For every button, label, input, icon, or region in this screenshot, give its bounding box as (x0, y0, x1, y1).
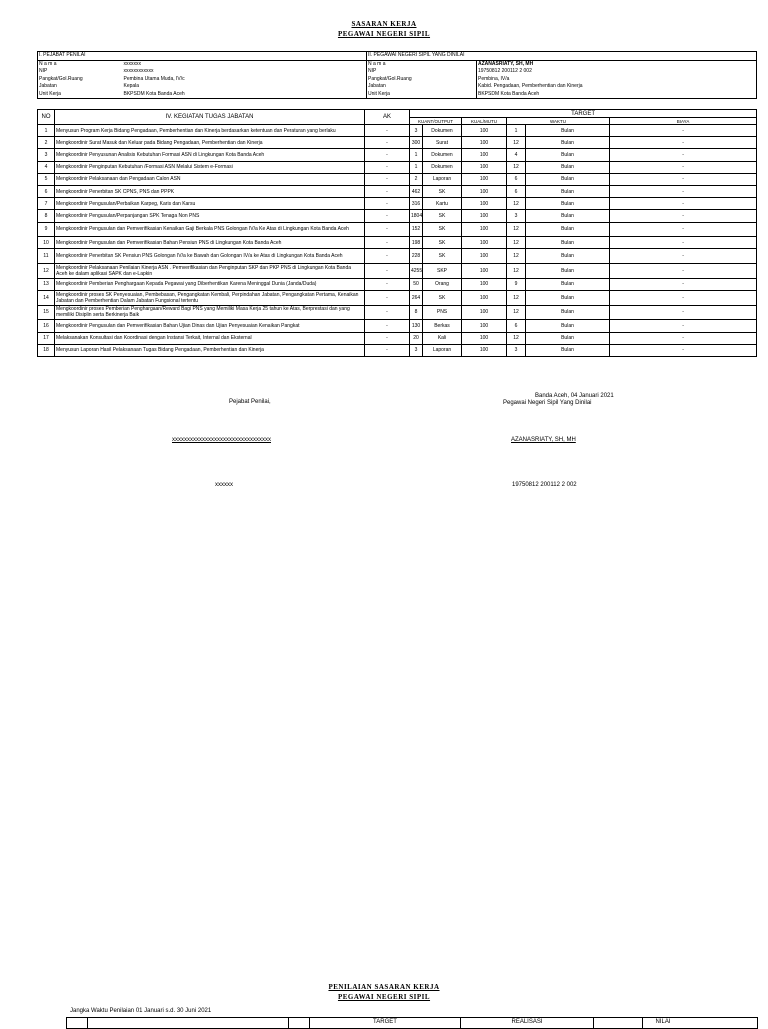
dinilai-sign-nip: 19750812 200112 2 002 (512, 482, 577, 488)
row-no: 2 (38, 137, 55, 149)
dinilai-label: Jabatan (368, 83, 386, 90)
table-row (38, 320, 757, 332)
row-activity: Mengkoordinir Pengusulan dan Pemverifikasian Kenaikan Gaji Berkala PNS Golongan IV/a Ke Atas di Lingkungan Kota Banda Aceh (55, 222, 365, 237)
row-activity: Mengkoordinir Surat Masuk dan Keluar pada Bidang Pengadaan, Pemberhentian dan Kinerja (55, 137, 365, 149)
row-activity: Mengkoordinir Pengusulan/Perpanjangan SPK Tenaga Non PNS (55, 210, 365, 222)
row-quality: 100 (462, 149, 507, 161)
row-quantity: 198 (410, 237, 423, 249)
row-activity: Menyusun Program Kerja Bidang Pengadaan, Pemberhentian dan Kinerja berdasarkan ketentuan dan Peraturan yang berlaku (55, 125, 365, 137)
row-ak: - (365, 149, 410, 161)
row-ak: - (365, 198, 410, 210)
row-quality: 100 (462, 332, 507, 344)
row-no: 4 (38, 161, 55, 173)
row-ak: - (365, 237, 410, 249)
penilai-sign-nip: xxxxxx (215, 482, 233, 488)
row-cost: - (610, 198, 757, 210)
penilai-sign-name: xxxxxxxxxxxxxxxxxxxxxxxxxxxxxxxxx (172, 437, 271, 443)
row-no: 10 (38, 237, 55, 249)
row-quality: 100 (462, 344, 507, 356)
row-unit: SK (423, 222, 462, 237)
penilai-label: Pangkat/Gol.Ruang (38, 76, 123, 84)
row-activity: Mengkoordinir proses SK Penyesuaian, Pembebasan, Pengangkatan Kembali, Perpindahan Jabatan, Pengangkatan Pertama, Kenaikan Jabatan dan Pemberhentian Dalam Jabatan Fungsional tertentu (55, 290, 365, 305)
row-cost: - (610, 237, 757, 249)
row-unit: SK (423, 237, 462, 249)
penilai-header: I. PEJABAT PENILAI (38, 52, 367, 61)
row-activity: Mengkoordinir proses Pemberian Penghargaan/Reward Bagi PNS yang Memiliki Masa Kerja 25 tahun ke Atas, Berprestasi dan yang memiliki Disiplin serta Berkinerja Baik (55, 305, 365, 320)
dinilai-sign-name: AZANASRIATY, SH, MH (511, 437, 576, 443)
table-row (38, 290, 757, 305)
row-ak: - (365, 210, 410, 222)
row-quantity: 228 (410, 249, 423, 264)
col-kegiatan: IV. KEGIATAN TUGAS JABATAN (55, 110, 365, 125)
row-activity: Menyusun Laporan Hasil Pelaksanaan Tugas Bidang Pengadaan, Pemberhentian dan Kinerja (55, 344, 365, 356)
row-time: 1 (507, 125, 526, 137)
page2-col-target: TARGET (310, 1018, 461, 1028)
col-ak: AK (365, 110, 410, 125)
row-unit: Laporan (423, 173, 462, 185)
row-time: 9 (507, 278, 526, 290)
table-row (38, 222, 757, 237)
row-quality: 100 (462, 237, 507, 249)
row-time: 12 (507, 332, 526, 344)
table-row (38, 185, 757, 197)
penilai-label: Jabatan (38, 83, 123, 91)
col-kuant: KUANT/OUTPUT (410, 118, 462, 125)
row-no: 18 (38, 344, 55, 356)
row-no: 12 (38, 264, 55, 279)
row-no: 5 (38, 173, 55, 185)
row-cost: - (610, 185, 757, 197)
row-activity: Mengkoordinir Pelaksanaan Penilaian Kinerja ASN . Pemverifikasian dan Penginputan SKP dan PKP PNS di Lingkungan Kota Banda Aceh ke dalam aplikasi SAPK dan e-Lapkin (55, 264, 365, 279)
row-quality: 100 (462, 290, 507, 305)
row-time-unit: Bulan (526, 320, 610, 332)
row-ak: - (365, 137, 410, 149)
identity-table (37, 51, 757, 99)
row-quality: 100 (462, 210, 507, 222)
row-cost: - (610, 210, 757, 222)
dinilai-value: 19750812 200112 2 002 (477, 68, 757, 76)
table-row (38, 249, 757, 264)
row-time: 4 (507, 149, 526, 161)
doc-title-line1: SASARAN KERJA (351, 20, 417, 28)
table-row (38, 210, 757, 222)
row-activity: Mengkoordinir Penginputan Kebutuhan /Formasi ASN Melalui Sistem e-Formasi (55, 161, 365, 173)
row-activity: Mengkoordinir Penerbitan SK CPNS, PNS dan PPPK (55, 185, 365, 197)
assessment-period: Jangka Waktu Penilaian 01 Januari s.d. 30 Juni 2021 (70, 1008, 212, 1014)
table-row (38, 173, 757, 185)
row-quality: 100 (462, 125, 507, 137)
row-time-unit: Bulan (526, 237, 610, 249)
row-unit: PNS (423, 305, 462, 320)
row-unit: SK (423, 249, 462, 264)
penilai-value: xxxxxxx (123, 60, 367, 68)
row-cost: - (610, 264, 757, 279)
row-time-unit: Bulan (526, 198, 610, 210)
dinilai-value: Pembina, IV/a (477, 76, 757, 84)
page2-title-line2: PEGAWAI NEGERI SIPIL (337, 993, 431, 1001)
dinilai-label: NIP (368, 68, 377, 75)
row-unit: Berkas (423, 320, 462, 332)
row-ak: - (365, 125, 410, 137)
row-quantity: 1 (410, 161, 423, 173)
row-ak: - (365, 173, 410, 185)
row-unit: SK (423, 290, 462, 305)
row-ak: - (365, 332, 410, 344)
row-no: 8 (38, 210, 55, 222)
row-unit: Kali (423, 332, 462, 344)
row-activity: Mengkoordinir Pengusulan/Perbaikan Karpeg, Karis dan Karsu (55, 198, 365, 210)
row-no: 3 (38, 149, 55, 161)
doc-title-line2: PEGAWAI NEGERI SIPIL (337, 30, 431, 38)
row-quantity: 20 (410, 332, 423, 344)
row-no: 11 (38, 249, 55, 264)
dinilai-value: Kabid. Pengadaan, Pemberhentian dan Kinerja (477, 83, 757, 91)
table-row (38, 332, 757, 344)
row-time-unit: Bulan (526, 264, 610, 279)
col-waktu: WAKTU (507, 118, 610, 125)
row-cost: - (610, 320, 757, 332)
page2-table-header (66, 1017, 758, 1029)
row-quantity: 264 (410, 290, 423, 305)
penilai-sign-title: Pejabat Penilai, (229, 399, 271, 405)
dinilai-value: AZANASRIATY, SH, MH (477, 60, 757, 68)
row-quantity: 130 (410, 320, 423, 332)
row-cost: - (610, 278, 757, 290)
row-unit: Dokumen (423, 161, 462, 173)
row-cost: - (610, 137, 757, 149)
row-time-unit: Bulan (526, 185, 610, 197)
page2-col-nilai: NILAI (655, 1019, 671, 1025)
row-no: 14 (38, 290, 55, 305)
table-row (38, 125, 757, 137)
row-time: 6 (507, 173, 526, 185)
row-time-unit: Bulan (526, 332, 610, 344)
row-cost: - (610, 344, 757, 356)
row-unit: Kartu (423, 198, 462, 210)
row-time: 12 (507, 237, 526, 249)
row-quality: 100 (462, 278, 507, 290)
row-cost: - (610, 249, 757, 264)
col-biaya: BIAYA (610, 118, 757, 125)
dinilai-header: II. PEGAWAI NEGERI SIPIL YANG DINILAI (367, 52, 757, 61)
row-ak: - (365, 320, 410, 332)
row-ak: - (365, 249, 410, 264)
row-quality: 100 (462, 249, 507, 264)
row-activity: Melaksanakan Konsultasi dan Koordinasi dengan Instansi Terkait, Internal dan Eksternal (55, 332, 365, 344)
row-time: 12 (507, 137, 526, 149)
row-quantity: 3 (410, 125, 423, 137)
row-quantity: 1804 (410, 210, 423, 222)
activity-table (37, 109, 757, 357)
row-time: 3 (507, 210, 526, 222)
row-time-unit: Bulan (526, 344, 610, 356)
row-cost: - (610, 222, 757, 237)
row-quantity: 2 (410, 173, 423, 185)
row-activity: Mengkoordinir Pengusulan dan Pemverifikasian Bahan Ujian Dinas dan Ujian Penyesuaian Kenaikan Pangkat (55, 320, 365, 332)
table-row (38, 305, 757, 320)
row-cost: - (610, 149, 757, 161)
table-row (38, 198, 757, 210)
row-quality: 100 (462, 320, 507, 332)
row-time-unit: Bulan (526, 173, 610, 185)
row-quantity: 4255 (410, 264, 423, 279)
row-time-unit: Bulan (526, 149, 610, 161)
row-quantity: 300 (410, 137, 423, 149)
row-time: 12 (507, 222, 526, 237)
row-activity: Mengkoordinir Penyusunan Analisis Kebutuhan Formasi ASN di Lingkungan Kota Banda Aceh (55, 149, 365, 161)
row-quality: 100 (462, 198, 507, 210)
row-time: 12 (507, 290, 526, 305)
row-quality: 100 (462, 305, 507, 320)
penilai-label: NIP (38, 68, 123, 76)
table-row (38, 137, 757, 149)
row-no: 16 (38, 320, 55, 332)
table-row (38, 149, 757, 161)
row-quantity: 462 (410, 185, 423, 197)
dinilai-label: N a m a (368, 60, 386, 67)
row-unit: Orang (423, 278, 462, 290)
row-time: 12 (507, 305, 526, 320)
row-activity: Mengkoordinir Pelaksanaan dan Pengadaan Calon ASN (55, 173, 365, 185)
row-quality: 100 (462, 185, 507, 197)
row-time: 12 (507, 264, 526, 279)
row-time-unit: Bulan (526, 305, 610, 320)
row-quality: 100 (462, 264, 507, 279)
row-unit: Laporan (423, 344, 462, 356)
penilai-label: Unit Kerja (38, 91, 123, 99)
row-ak: - (365, 305, 410, 320)
dinilai-place-date: Banda Aceh, 04 Januari 2021 (535, 393, 614, 399)
row-cost: - (610, 290, 757, 305)
row-cost: - (610, 125, 757, 137)
row-quality: 100 (462, 161, 507, 173)
row-ak: - (365, 278, 410, 290)
row-time-unit: Bulan (526, 290, 610, 305)
row-quality: 100 (462, 173, 507, 185)
table-row (38, 344, 757, 356)
row-quantity: 316 (410, 198, 423, 210)
row-time-unit: Bulan (526, 210, 610, 222)
row-quantity: 8 (410, 305, 423, 320)
row-ak: - (365, 185, 410, 197)
dinilai-label: Pangkat/Gol.Ruang (368, 75, 412, 82)
row-no: 13 (38, 278, 55, 290)
col-kual: KUAL/MUTU (462, 118, 507, 125)
row-no: 1 (38, 125, 55, 137)
row-quality: 100 (462, 137, 507, 149)
row-time: 6 (507, 320, 526, 332)
row-time: 12 (507, 249, 526, 264)
row-time-unit: Bulan (526, 137, 610, 149)
table-row (38, 278, 757, 290)
row-ak: - (365, 161, 410, 173)
row-time: 12 (507, 198, 526, 210)
row-time-unit: Bulan (526, 249, 610, 264)
col-no: NO (38, 110, 55, 125)
row-unit: Dokumen (423, 149, 462, 161)
row-ak: - (365, 290, 410, 305)
row-unit: Dokumen (423, 125, 462, 137)
row-time-unit: Bulan (526, 278, 610, 290)
row-time-unit: Bulan (526, 222, 610, 237)
row-time: 3 (507, 344, 526, 356)
row-activity: Mengkoordinir Pengusulan dan Pemverifikasian Bahan Pensiun PNS di Lingkungan Kota Banda Aceh (55, 237, 365, 249)
row-quantity: 50 (410, 278, 423, 290)
row-time: 6 (507, 185, 526, 197)
row-cost: - (610, 305, 757, 320)
row-unit: Surat (423, 137, 462, 149)
row-cost: - (610, 173, 757, 185)
row-activity: Mengkoordinir Penerbitan SK Pensiun PNS Golongan IV/a ke Bawah dan Golongan IV/a ke Atas di Lingkungan Kota Banda Aceh (55, 249, 365, 264)
table-row (38, 161, 757, 173)
row-time-unit: Bulan (526, 125, 610, 137)
col-target: TARGET (410, 110, 757, 118)
penilai-value: xxxxxxxxxxxx (123, 68, 367, 76)
table-row (38, 264, 757, 279)
penilai-label: N a m a (38, 60, 123, 68)
row-quantity: 1 (410, 149, 423, 161)
page2-title-line1: PENILAIAN SASARAN KERJA (328, 983, 440, 991)
page2-col-realisasi: REALISASI (461, 1018, 594, 1028)
row-unit: SKP (423, 264, 462, 279)
row-no: 17 (38, 332, 55, 344)
row-activity: Mengkoordinir Pemberian Penghargaan Kepada Pegawai yang Diberhentikan Karena Meninggal Dunia (Janda/Duda) (55, 278, 365, 290)
row-time-unit: Bulan (526, 161, 610, 173)
row-ak: - (365, 222, 410, 237)
penilai-value: Pembina Utama Muda, IV/c (123, 76, 367, 84)
penilai-value: Kepala (123, 83, 367, 91)
row-cost: - (610, 332, 757, 344)
row-unit: SK (423, 185, 462, 197)
dinilai-sign-title: Pegawai Negeri Sipil Yang Dinilai (503, 400, 592, 406)
row-ak: - (365, 344, 410, 356)
table-row (38, 237, 757, 249)
row-quality: 100 (462, 222, 507, 237)
penilai-value: BKPSDM Kota Banda Aceh (123, 91, 367, 99)
row-no: 7 (38, 198, 55, 210)
row-ak: - (365, 264, 410, 279)
row-cost: - (610, 161, 757, 173)
row-quantity: 3 (410, 344, 423, 356)
row-unit: SK (423, 210, 462, 222)
dinilai-label: Unit Kerja (367, 91, 477, 99)
dinilai-value: BKPSDM Kota Banda Aceh (477, 91, 757, 99)
row-no: 6 (38, 185, 55, 197)
row-time: 12 (507, 161, 526, 173)
row-quantity: 152 (410, 222, 423, 237)
row-no: 15 (38, 305, 55, 320)
row-no: 9 (38, 222, 55, 237)
